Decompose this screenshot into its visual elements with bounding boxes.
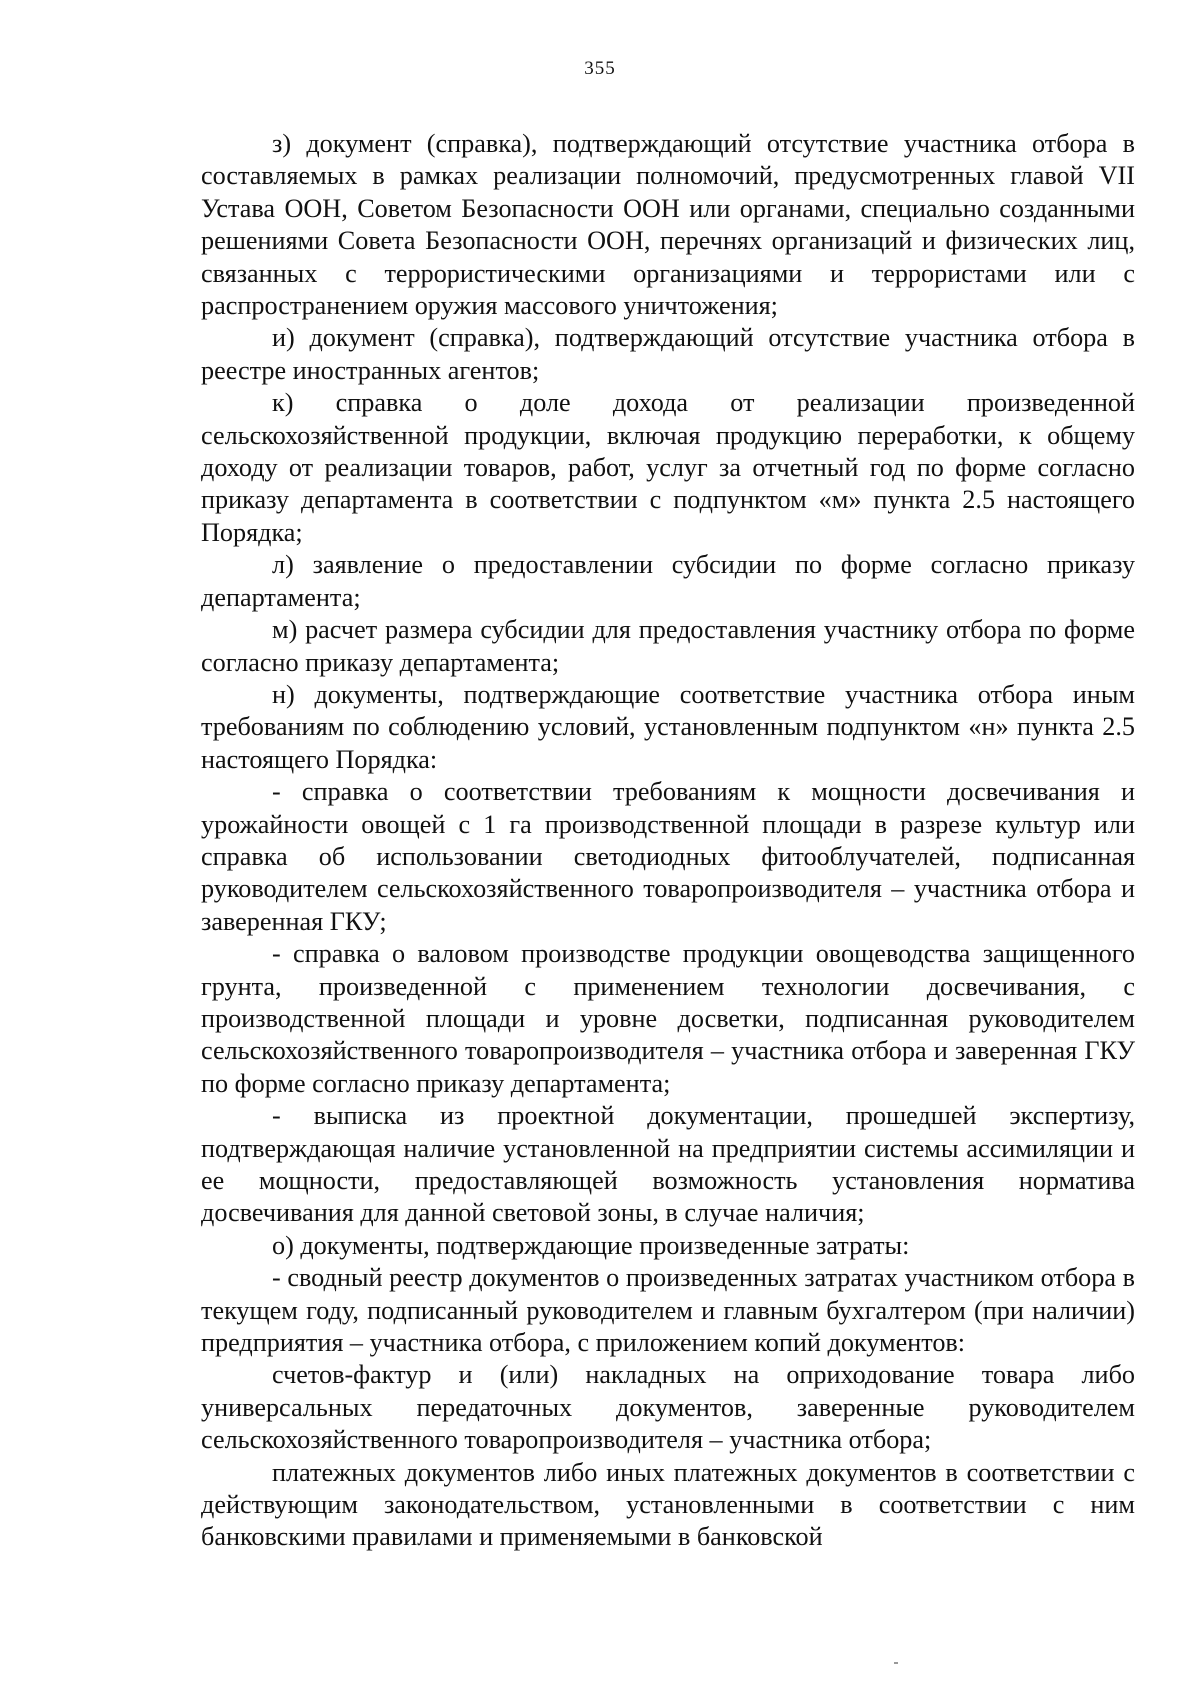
paragraph-m: м) расчет размера субсидии для предоставления участнику отбора по форме согласно приказу департамента; xyxy=(201,615,1135,677)
document-body xyxy=(201,128,1135,1554)
paragraph-n-item-3: - выписка из проектной документации, прошедшей экспертизу, подтверждающая наличие установленной на предприятии системы ассимиляции и ее мощности, предоставляющей возможность установления норматива досвечивания для данной световой зоны, в случае наличия; xyxy=(201,1101,1135,1228)
paragraph-n-item-1: - справка о соответствии требованиям к мощности досвечивания и урожайности овощей с 1 га производственной площади в разрезе культур или справка об использовании светодиодных фитооблучателей, подписанная руководителем сельскохозяйственного товаропроизводителя – участника отбора и заверенная ГКУ; xyxy=(201,777,1135,936)
paragraph-o-subitem-2: платежных документов либо иных платежных документов в соответствии с действующим законодательством, установленными в соответствии с ним банковскими правилами и применяемыми в банковской xyxy=(201,1457,1135,1552)
scan-speck xyxy=(894,1662,898,1664)
paragraph-o-item-1: - сводный реестр документов о произведенных затратах участником отбора в текущем году, подписанный руководителем и главным бухгалтером (при наличии) предприятия – участника отбора, с приложением копий документов: xyxy=(201,1263,1135,1358)
paragraph-n: н) документы, подтверждающие соответствие участника отбора иным требованиям по соблюдению условий, установленным подпунктом «н» пункта 2.5 настоящего Порядка: xyxy=(201,679,1135,774)
paragraph-z: з) документ (справка), подтверждающий отсутствие участника отбора в составляемых в рамках реализации полномочий, предусмотренных главой VII Устава ООН, Советом Безопасности ООН или органами, специально созданными решениями Совета Безопасности ООН, перечнях организаций и физических лиц, связанных с террористическими организациями и террористами или с распространением оружия массового уничтожения; xyxy=(201,129,1135,321)
paragraph-l: л) заявление о предоставлении субсидии по форме согласно приказу департамента; xyxy=(201,550,1135,612)
page-number: 355 xyxy=(584,58,616,79)
paragraph-o-subitem-1: счетов-фактур и (или) накладных на оприходование товара либо универсальных передаточных документов, заверенные руководителем сельскохозяйственного товаропроизводителя – участника отбора; xyxy=(201,1360,1135,1455)
paragraph-n-item-2: - справка о валовом производстве продукции овощеводства защищенного грунта, произведенной с применением технологии досвечивания, с производственной площади и уровне досветки, подписанная руководителем сельскохозяйственного товаропроизводителя – участника отбора и заверенная ГКУ по форме согласно приказу департамента; xyxy=(201,939,1135,1098)
paragraph-o: о) документы, подтверждающие произведенные затраты: xyxy=(272,1230,910,1260)
paragraph-i: и) документ (справка), подтверждающий отсутствие участника отбора в реестре иностранных агентов; xyxy=(201,323,1135,385)
paragraph-k: к) справка о доле дохода от реализации произведенной сельскохозяйственной продукции, включая продукцию переработки, к общему доходу от реализации товаров, работ, услуг за отчетный год по форме согласно приказу департамента в соответствии с подпунктом «м» пункта 2.5 настоящего Порядка; xyxy=(201,388,1135,547)
